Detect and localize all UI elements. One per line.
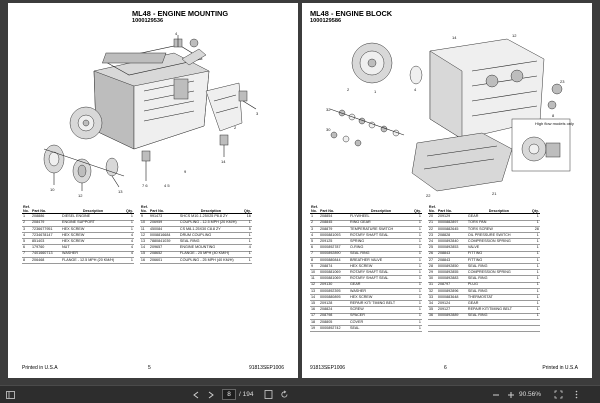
cell-desc: SEAL RING	[467, 313, 531, 319]
cell-qty: 1	[531, 313, 540, 319]
cell-qty: 1	[531, 251, 540, 257]
cell-pn: 208854	[319, 214, 349, 220]
callout-label: High flow models only	[535, 121, 574, 126]
header-part-no: Part No.	[31, 206, 61, 214]
cell-no: 24	[428, 239, 437, 245]
cell-desc: SEAL RING	[349, 251, 413, 257]
cell-qty: 1	[413, 264, 422, 270]
cell-qty: 1	[413, 276, 422, 282]
page-title: ML48 - ENGINE MOUNTING	[132, 9, 229, 18]
cell-desc: DRUM COUPLING	[179, 233, 243, 239]
cell-desc: SEAL RING	[467, 264, 531, 270]
cell-no: 9	[140, 214, 149, 220]
cell-desc: GEAR	[467, 301, 531, 307]
svg-text:7 6: 7 6	[142, 183, 148, 188]
cell-qty: 1	[413, 301, 422, 307]
svg-text:2: 2	[234, 125, 237, 130]
svg-text:32: 32	[326, 107, 331, 112]
engine-block-diagram	[312, 31, 574, 199]
cell-pn: 0000892853	[437, 245, 467, 251]
cell-pn: 0000882897	[437, 220, 467, 226]
cell-pn: 0000892395	[319, 288, 349, 294]
cell-desc: SEAL	[349, 326, 413, 332]
cell-no: 36	[428, 313, 437, 319]
cell-no: 7	[22, 251, 31, 257]
header-no: No.	[428, 208, 435, 213]
cell-qty: 4	[125, 251, 134, 257]
cell-pn: 0000892855	[437, 270, 467, 276]
cell-pn: 209128	[319, 301, 349, 307]
cell-pn: 209657	[149, 245, 179, 251]
cell-qty: 1	[413, 257, 422, 263]
cell-qty: 1	[413, 282, 422, 288]
svg-text:14: 14	[221, 159, 226, 164]
cell-pn: 209124	[437, 301, 467, 307]
cell-desc: VALVE	[467, 245, 531, 251]
cell-pn: 0000883648	[437, 295, 467, 301]
cell-no: 10	[140, 220, 149, 226]
cell-qty: 16	[243, 214, 252, 220]
cell-qty: 1	[531, 214, 540, 220]
cell-no: 15	[140, 251, 149, 257]
svg-text:23: 23	[560, 79, 565, 84]
cell-no: 8	[22, 257, 31, 263]
cell-qty: 1	[531, 245, 540, 251]
cell-no: 20	[428, 214, 437, 220]
cell-no: 6	[22, 245, 31, 251]
cell-qty: 1	[531, 239, 540, 245]
header-qty: Qty.	[413, 206, 422, 214]
cell-qty: 1	[531, 264, 540, 270]
cell-desc: SEAL RING	[467, 288, 531, 294]
cell-desc: PLUG	[467, 282, 531, 288]
cell-no: 2	[310, 220, 319, 226]
cell-no: 18	[310, 319, 319, 325]
cell-qty: 5	[243, 226, 252, 232]
cell-pn: 0000892840	[437, 239, 467, 245]
footer-right: Printed in U.S.A	[542, 365, 578, 371]
cell-no: 27	[428, 257, 437, 263]
engine-illustration	[70, 39, 209, 149]
cell-desc	[467, 326, 531, 332]
header-qty: Qty.	[125, 206, 134, 214]
fit-page-icon[interactable]	[262, 386, 274, 403]
cell-desc: HEX SCREW	[61, 233, 125, 239]
cell-desc: SEAL RING	[467, 276, 531, 282]
cell-no: 4	[22, 233, 31, 239]
cell-desc: ROTARY SHAFT SEAL	[349, 270, 413, 276]
cell-qty: 1	[531, 233, 540, 239]
cell-qty: 1	[531, 288, 540, 294]
cell-pn: 208886	[31, 214, 61, 220]
cell-pn: 208797	[437, 282, 467, 288]
cell-pn: 0000892889	[437, 313, 467, 319]
cell-qty: 1	[413, 226, 422, 232]
cell-qty: 1	[243, 257, 252, 263]
cell-desc: FLANGE - 12.5 MPH (20 KM/H)	[61, 257, 125, 263]
cell-pn: 208828	[437, 233, 467, 239]
cell-qty: 1	[125, 226, 134, 232]
cell-pn: 209125	[319, 239, 349, 245]
header-ref: Ref.	[140, 205, 148, 209]
cell-no: 26	[428, 251, 437, 257]
cell-desc: O-RING	[349, 245, 413, 251]
header-description: Description	[179, 206, 243, 214]
cell-pn: 0000892883	[437, 276, 467, 282]
header-no: No.	[311, 208, 317, 213]
cell-no: 1	[310, 214, 319, 220]
cell-desc: ROTARY SHAFT SEAL	[349, 233, 413, 239]
engine-mounting-diagram	[24, 31, 286, 199]
cell-no: 33	[428, 295, 437, 301]
cell-no: 8	[310, 257, 319, 263]
cell-desc: TEMPERATURE SWITCH	[349, 226, 413, 232]
cell-qty: 4	[125, 233, 134, 239]
cell-no: 13	[140, 239, 149, 245]
cell-desc: THERMOSTAT	[467, 295, 531, 301]
cell-qty: 1	[243, 220, 252, 226]
cell-pn: 7401660713	[31, 251, 61, 257]
cell-desc: ENGINE MOUNTING	[179, 245, 243, 251]
footer-left: Printed in U.S.A	[22, 365, 58, 371]
cell-desc: SEAL RING	[179, 239, 243, 245]
cell-no: 12	[140, 233, 149, 239]
svg-text:8: 8	[552, 113, 555, 118]
header-ref: Ref.	[428, 205, 436, 209]
cell-pn: 7880841039	[149, 239, 179, 245]
cell-qty: 1	[531, 276, 540, 282]
cell-pn: 0000892896	[437, 288, 467, 294]
cell-qty: 1	[125, 214, 134, 220]
cell-qty: 28	[531, 226, 540, 232]
cell-desc: BREATHER VALVE	[349, 257, 413, 263]
svg-text:12: 12	[78, 193, 83, 198]
cell-no: 19	[310, 326, 319, 332]
cell-desc: COVER	[349, 319, 413, 325]
cell-pn: 0000892890	[319, 251, 349, 257]
cell-pn: 0000880844	[319, 257, 349, 263]
cell-no: 23	[428, 233, 437, 239]
engine-mount-illustration	[142, 151, 150, 161]
cell-desc: FITTING	[467, 257, 531, 263]
cell-desc: GEAR	[349, 282, 413, 288]
cell-desc: GEAR	[467, 214, 531, 220]
cell-qty: 1	[413, 245, 422, 251]
footer-right: 91813SEP1006	[248, 365, 284, 371]
cell-pn: 208824	[319, 307, 349, 313]
zoom-in-icon[interactable]	[505, 386, 517, 403]
header-ref: Ref.	[311, 205, 318, 209]
cell-desc: COUPLING - 25 MPH (40 KM/H)	[179, 257, 243, 263]
cell-no: 22	[428, 226, 437, 232]
svg-text:13: 13	[118, 189, 123, 194]
cell-desc: OIL PRESSURE SWITCH	[467, 233, 531, 239]
cell-desc: SCREW	[349, 307, 413, 313]
cell-no: 3	[310, 226, 319, 232]
cell-qty	[531, 326, 540, 332]
svg-text:14: 14	[452, 35, 457, 40]
flywheel-illustration	[352, 43, 392, 83]
cell-desc: SPRING	[349, 239, 413, 245]
cell-no: 5	[22, 239, 31, 245]
cell-pn: 7236677951	[31, 226, 61, 232]
cell-no: 34	[428, 301, 437, 307]
page-subtitle: 1000129536	[132, 18, 164, 24]
cell-desc: CS M8-1.25X30 C8.8 ZY	[179, 226, 243, 232]
header-description: Description	[61, 206, 125, 214]
cell-desc: TORX SCREW	[467, 226, 531, 232]
cell-qty: 4	[243, 245, 252, 251]
cell-qty: 1	[243, 251, 252, 257]
cell-qty: 1	[413, 313, 422, 319]
cell-qty: 1	[413, 214, 422, 220]
cell-qty: 1	[413, 326, 422, 332]
cell-pn: 208805	[319, 319, 349, 325]
cell-desc: COMPRESSION SPRING	[467, 239, 531, 245]
cell-pn: 0000892787	[319, 245, 349, 251]
cell-no: 16	[140, 257, 149, 263]
cell-qty: 1	[531, 257, 540, 263]
cell-no: 13	[310, 288, 319, 294]
cell-pn: 179760	[31, 245, 61, 251]
small-parts-illustration	[330, 109, 404, 146]
header-ref: Ref.	[23, 205, 30, 209]
table-row	[22, 257, 252, 263]
cell-no: 11	[310, 276, 319, 282]
cell-no: 25	[428, 245, 437, 251]
rotate-icon[interactable]	[278, 386, 290, 403]
cell-qty: 1	[125, 220, 134, 226]
cell-qty: 1	[413, 295, 422, 301]
cell-desc: HEX SCREW	[349, 295, 413, 301]
svg-text:22: 22	[426, 193, 431, 198]
svg-text:1: 1	[374, 89, 377, 94]
svg-text:30: 30	[326, 127, 331, 132]
cell-desc: SPACER	[349, 313, 413, 319]
cell-no: 1	[22, 214, 31, 220]
cell-pn: 209127	[437, 307, 467, 313]
cell-desc: FLYWHEEL	[349, 214, 413, 220]
svg-text:21: 21	[492, 191, 497, 196]
cell-qty: 1	[243, 233, 252, 239]
parts-table	[310, 206, 540, 332]
cell-pn: 851403	[31, 239, 61, 245]
cell-desc: ROTARY SHAFT SEAL	[349, 276, 413, 282]
flange-illustration	[44, 145, 124, 183]
cell-qty: 1	[413, 239, 422, 245]
cell-no: 15	[310, 301, 319, 307]
svg-text:2: 2	[347, 87, 350, 92]
more-options-icon[interactable]	[570, 386, 582, 403]
cell-no: 9	[310, 264, 319, 270]
fullscreen-icon[interactable]	[552, 386, 564, 403]
cell-pn: 206601	[149, 257, 179, 263]
svg-text:4: 4	[414, 87, 417, 92]
page-total: / 194	[239, 391, 254, 398]
cell-no: 10	[310, 270, 319, 276]
cell-pn: 208798	[319, 313, 349, 319]
page-number: 6	[444, 365, 447, 371]
header-part-no: Part No.	[437, 206, 467, 214]
cell-qty: 1	[531, 295, 540, 301]
cell-qty: 1	[531, 307, 540, 313]
cell-desc: FLANGE - 25 MPH (40 KM/H)	[179, 251, 243, 257]
cell-pn: 0000880895	[319, 295, 349, 301]
header-part-no: Part No.	[319, 206, 349, 214]
cell-no: 35	[428, 307, 437, 313]
cell-no: 7	[310, 251, 319, 257]
svg-text:12: 12	[512, 33, 517, 38]
cell-no: 14	[310, 295, 319, 301]
cell-no: 11	[140, 226, 149, 232]
cell-pn	[437, 326, 467, 332]
cell-qty: 1	[531, 220, 540, 226]
cell-pn: 206959	[149, 220, 179, 226]
cell-pn: 0000882645	[437, 226, 467, 232]
header-description: Description	[349, 206, 413, 214]
header-part-no: Part No.	[149, 206, 179, 214]
cell-desc: RING GEAR	[349, 220, 413, 226]
cell-desc: WASHER	[61, 251, 125, 257]
cell-desc: REPAIR KIT/TIMING BELT	[467, 307, 531, 313]
cell-pn: 0000881069	[319, 270, 349, 276]
page-number-input[interactable]	[222, 389, 236, 400]
cell-qty: 1	[413, 288, 422, 294]
cell-pn: 206468	[31, 257, 61, 263]
cell-qty: 1	[243, 239, 252, 245]
cell-pn: 0000881069	[319, 276, 349, 282]
cell-no: 30	[428, 276, 437, 282]
oil-pan-illustration	[412, 133, 512, 191]
cell-qty: 1	[413, 270, 422, 276]
zoom-level[interactable]: 90.56%	[519, 391, 542, 398]
cell-pn: 0008816684	[149, 233, 179, 239]
page-5	[8, 3, 298, 378]
cell-desc: HEX SCREW	[61, 226, 125, 232]
svg-text:9: 9	[184, 169, 187, 174]
cell-pn: 208845	[319, 220, 349, 226]
cell-pn: 208843	[437, 257, 467, 263]
cell-pn: 0000892742	[319, 326, 349, 332]
cell-no: 14	[140, 245, 149, 251]
cell-pn: 7234678147	[31, 233, 61, 239]
cell-no: 17	[310, 313, 319, 319]
header-qty: Qty.	[243, 206, 252, 214]
cell-no: 6	[310, 245, 319, 251]
cell-pn: 208879	[319, 226, 349, 232]
cell-qty: 1	[413, 307, 422, 313]
cell-pn: 0000892850	[437, 264, 467, 270]
cell-desc: DIESEL ENGINE	[61, 214, 125, 220]
cell-no: 2	[22, 220, 31, 226]
page-number: 5	[148, 365, 151, 371]
cell-qty: 4	[125, 239, 134, 245]
page-title: ML48 - ENGINE BLOCK	[310, 9, 393, 18]
cell-qty: 1	[531, 270, 540, 276]
cell-pn: 208843	[437, 251, 467, 257]
cell-no: 21	[428, 220, 437, 226]
cell-desc: COUPLING - 12.5 MPH (20 KM/H)	[179, 220, 243, 226]
cell-qty: 1	[413, 319, 422, 325]
cell-no: 31	[428, 282, 437, 288]
cell-no: 29	[428, 270, 437, 276]
sidebar-toggle-icon[interactable]	[4, 386, 16, 403]
header-qty: Qty.	[531, 206, 540, 214]
cell-pn: 209129	[437, 214, 467, 220]
cell-desc: ENGINE SUPPORT	[61, 220, 125, 226]
cell-pn: 991473	[149, 214, 179, 220]
cell-pn: 450084	[149, 226, 179, 232]
previous-page-icon[interactable]	[190, 386, 202, 403]
cell-no: 12	[310, 282, 319, 288]
cell-no: 32	[428, 288, 437, 294]
cell-pn: 209130	[319, 282, 349, 288]
cell-no	[428, 326, 437, 332]
page-6	[302, 3, 592, 378]
cell-no: 4	[310, 233, 319, 239]
cell-desc: REPAIR KIT/ TIMING BELT	[349, 301, 413, 307]
cell-desc: TORX PAN	[467, 220, 531, 226]
cell-no: 28	[428, 264, 437, 270]
header-no: No.	[140, 208, 147, 213]
cell-qty: 1	[531, 301, 540, 307]
cell-desc: COMPRESSION SPRING	[467, 270, 531, 276]
cell-no: 5	[310, 239, 319, 245]
header-description: Description	[467, 206, 531, 214]
footer-left: 91813SEP1006	[310, 365, 346, 371]
parts-table	[22, 206, 252, 264]
cell-no: 3	[22, 226, 31, 232]
cell-desc: FITTING	[467, 251, 531, 257]
header-no: No.	[23, 208, 29, 213]
svg-text:4: 4	[175, 31, 178, 36]
cell-qty: 1	[413, 233, 422, 239]
engine-support-illustration	[206, 83, 242, 131]
viewer-toolbar	[0, 385, 600, 403]
page-subtitle: 1000129586	[310, 18, 342, 24]
cell-desc: SHCS M10-1.25X25 P8.8 ZY	[179, 214, 243, 220]
cell-qty: 4	[125, 245, 134, 251]
zoom-out-icon[interactable]	[490, 386, 502, 403]
cell-qty: 1	[125, 257, 134, 263]
svg-text:3: 3	[256, 111, 259, 116]
table-row	[310, 326, 540, 332]
cell-pn: 208652	[149, 251, 179, 257]
svg-text:4 5: 4 5	[164, 183, 170, 188]
cell-qty: 1	[531, 282, 540, 288]
cell-desc: HEX SCREW	[349, 264, 413, 270]
cell-pn: 208874	[319, 264, 349, 270]
cell-qty: 1	[413, 220, 422, 226]
next-page-icon[interactable]	[205, 386, 217, 403]
cell-pn: 0000881093	[319, 233, 349, 239]
cell-pn: 208479	[31, 220, 61, 226]
cell-desc: NUT	[61, 245, 125, 251]
cell-no: 16	[310, 307, 319, 313]
cell-qty: 1	[413, 251, 422, 257]
svg-text:10: 10	[50, 187, 55, 192]
cell-desc: HEX SCREW	[61, 239, 125, 245]
cell-desc: WASHER	[349, 288, 413, 294]
